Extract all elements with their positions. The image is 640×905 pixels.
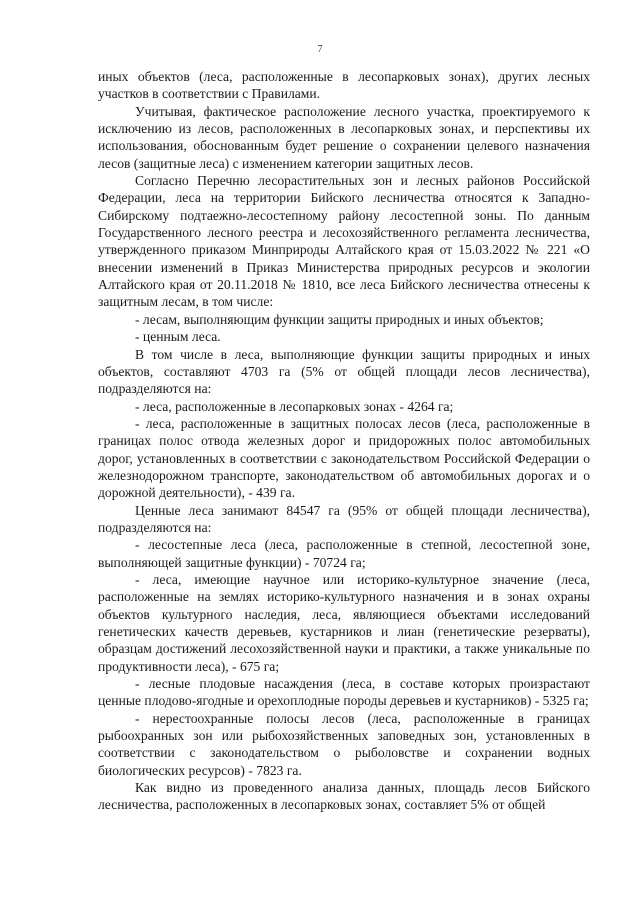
paragraph: Как видно из проведенного анализа данных, площадь лесов Бийского лесничества, расположенных в лесопарковых зонах, составляет 5% от общей <box>98 780 590 813</box>
list-item: - ценным леса. <box>135 329 221 345</box>
list-item: - лесостепные леса (леса, расположенные в степной, лесостепной зоне, выполняющей защитные функции) - 70724 га; <box>98 537 590 570</box>
paragraph: Учитывая, фактическое расположение лесного участка, проектируемого к исключению из лесов, расположенных в лесопарковых зонах, и перспективы их использования, обоснованным будет решение о сохранении целевого назначения лесов (защитные леса) с изменением категории защитных лесов. <box>98 103 590 171</box>
list-item: - леса, имеющие научное или историко-культурное значение (леса, расположенные на землях историко-культурного назначения и в зонах охраны объектов культурного наследия, леса, являющиеся объектами исследований генетических качеств деревьев, кустарников и лиан (генетические резерваты), образцам достижений лесохозяйственной науки и практики, а также уникальные по продуктивности леса), - 675 га; <box>98 571 590 674</box>
list-item: - нерестоохранные полосы лесов (леса, расположенные в границах рыбоохранных зон или рыбохозяйственных заповедных зон, установленных в соответствии с законодательством о рыболовстве и сохранении водных биологических ресурсов) - 7823 га. <box>98 710 590 778</box>
paragraph: В том числе в леса, выполняющие функции защиты природных и иных объектов, составляют 4703 га (5% от общей площади лесов лесничества), подразделяются на: <box>98 346 590 397</box>
list-item: - леса, расположенные в лесопарковых зонах - 4264 га; <box>135 398 454 414</box>
list-item: - лесные плодовые насаждения (леса, в составе которых произрастают ценные плодово-ягодные и орехоплодные породы деревьев и кустарников) - 5325 га; <box>98 676 590 709</box>
paragraph-continuation: иных объектов (леса, расположенные в лесопарковых зонах), других лесных участков в соответствии с Правилами. <box>98 69 590 102</box>
paragraph: Ценные леса занимают 84547 га (95% от общей площади лесничества), подразделяются на: <box>98 502 590 535</box>
list-item: - леса, расположенные в защитных полосах лесов (леса, расположенные в границах полос отвода железных дорог и придорожных полос автомобильных дорог, установленных в соответствии с законодательством Российской Федерации о железнодорожном транспорте, законодательством об автомобильных дорогах и о дорожной деятельности), - 439 га. <box>98 415 590 501</box>
document-body <box>98 68 590 814</box>
list-item: - лесам, выполняющим функции защиты природных и иных объектов; <box>135 311 544 327</box>
page-number: 7 <box>317 44 323 55</box>
paragraph: Согласно Перечню лесорастительных зон и лесных районов Российской Федерации, леса на территории Бийского лесничества относятся к Западно-Сибирскому подтаежно-лесостепному району лесостепной зоны. По данным Государственного лесного реестра и лесохозяйственного регламента лесничества, утвержденного приказом Минприроды Алтайского края от 15.03.2022 № 221 «О внесении изменений в Приказ Министерства природных ресурсов и экологии Алтайского края от 20.11.2018 № 1810, все леса Бийского лесничества отнесены к защитным лесам, в том числе: <box>98 173 590 310</box>
